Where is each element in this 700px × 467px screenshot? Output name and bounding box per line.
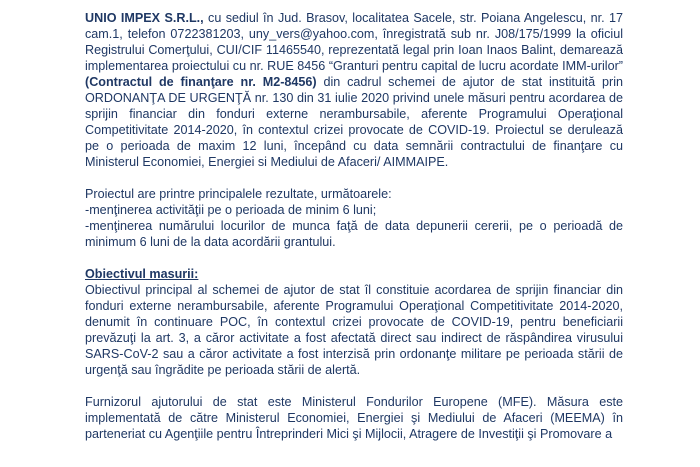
contract-number: (Contractul de finanţare nr. M2-8456)	[85, 75, 317, 89]
spacer	[85, 250, 623, 266]
document-page	[85, 10, 623, 442]
objective-paragraph: Obiectivul principal al schemei de ajutor de stat îl constituie acordarea de sprijin financiar din fonduri externe nerambursabile, aferente Programului Operaţional Competitivitate 2014-2020, denumit în continuare POC, în contextul crizei provocate de COVID-19, pentru beneficiarii prevăzuţi la art. 3, a căror activitate a fost afectată direct sau indirect de răspândirea virusului SARS-CoV-2 sau a căror activitate a fost interzisă prin ordonanţe militare pe perioada stării de urgenţă sau îngrădite pe perioada stării de alertă.	[85, 283, 623, 377]
results-lead: Proiectul are printre principalele rezultate, următoarele:	[85, 187, 392, 201]
results-paragraph	[85, 186, 623, 250]
intro-paragraph	[85, 10, 623, 170]
spacer	[85, 378, 623, 394]
intro-text-b: din cadrul schemei de ajutor de stat instituită prin ORDONANŢA DE URGENŢĂ nr. 130 din 31 iulie 2020 privind unele măsuri pentru acordarea de sprijin financiar din fonduri externe nerambursabile, aferente Programului Operaţional Competitivitate 2014-2020, în contextul crizei provocate de COVID-19. Proiectul se derulează pe o perioada de maxim 12 luni, începând cu data semnării contractului de finanţare cu Ministerul Economiei, Energiei si Mediului de Afaceri/ AIMMAIPE.	[85, 75, 624, 169]
company-name: UNIO IMPEX S.R.L.,	[85, 11, 204, 25]
provider-paragraph: Furnizorul ajutorului de stat este Ministerul Fondurilor Europene (MFE). Măsura este implementată de către Ministerul Economiei, Energiei şi Mediului de Afaceri (MEEMA) în parteneriat cu Agenţiile pentru Întreprinderi Mici şi Mijlocii, Atragere de Investiţii şi Promovare a	[85, 395, 623, 441]
objective-heading: Obiectivul masurii:	[85, 267, 199, 281]
results-item: -menţinerea activităţii pe o perioada de minim 6 luni;	[85, 203, 377, 217]
spacer	[85, 170, 623, 186]
intro-text-a: cu sediul în Jud. Brasov, localitatea Sacele, str. Poiana Angelescu, nr. 17 cam.1, telefon 0722381203, uny_vers@yahoo.com, înregistrată sub nr. J08/175/1999 la oficiul Registrului Comerţului, CUI/CIF 11465540, reprezentată legal prin Ioan Inaos Balint, demarează implementarea proiectului cu nr. RUE 8456 “Granturi pentru capital de lucru acordate IMM-urilor”	[85, 11, 624, 73]
results-item: -menţinerea numărului locurilor de munca faţă de data depunerii cererii, pe o perioadă de minimum 6 luni de la data acordării grantului.	[85, 219, 623, 249]
